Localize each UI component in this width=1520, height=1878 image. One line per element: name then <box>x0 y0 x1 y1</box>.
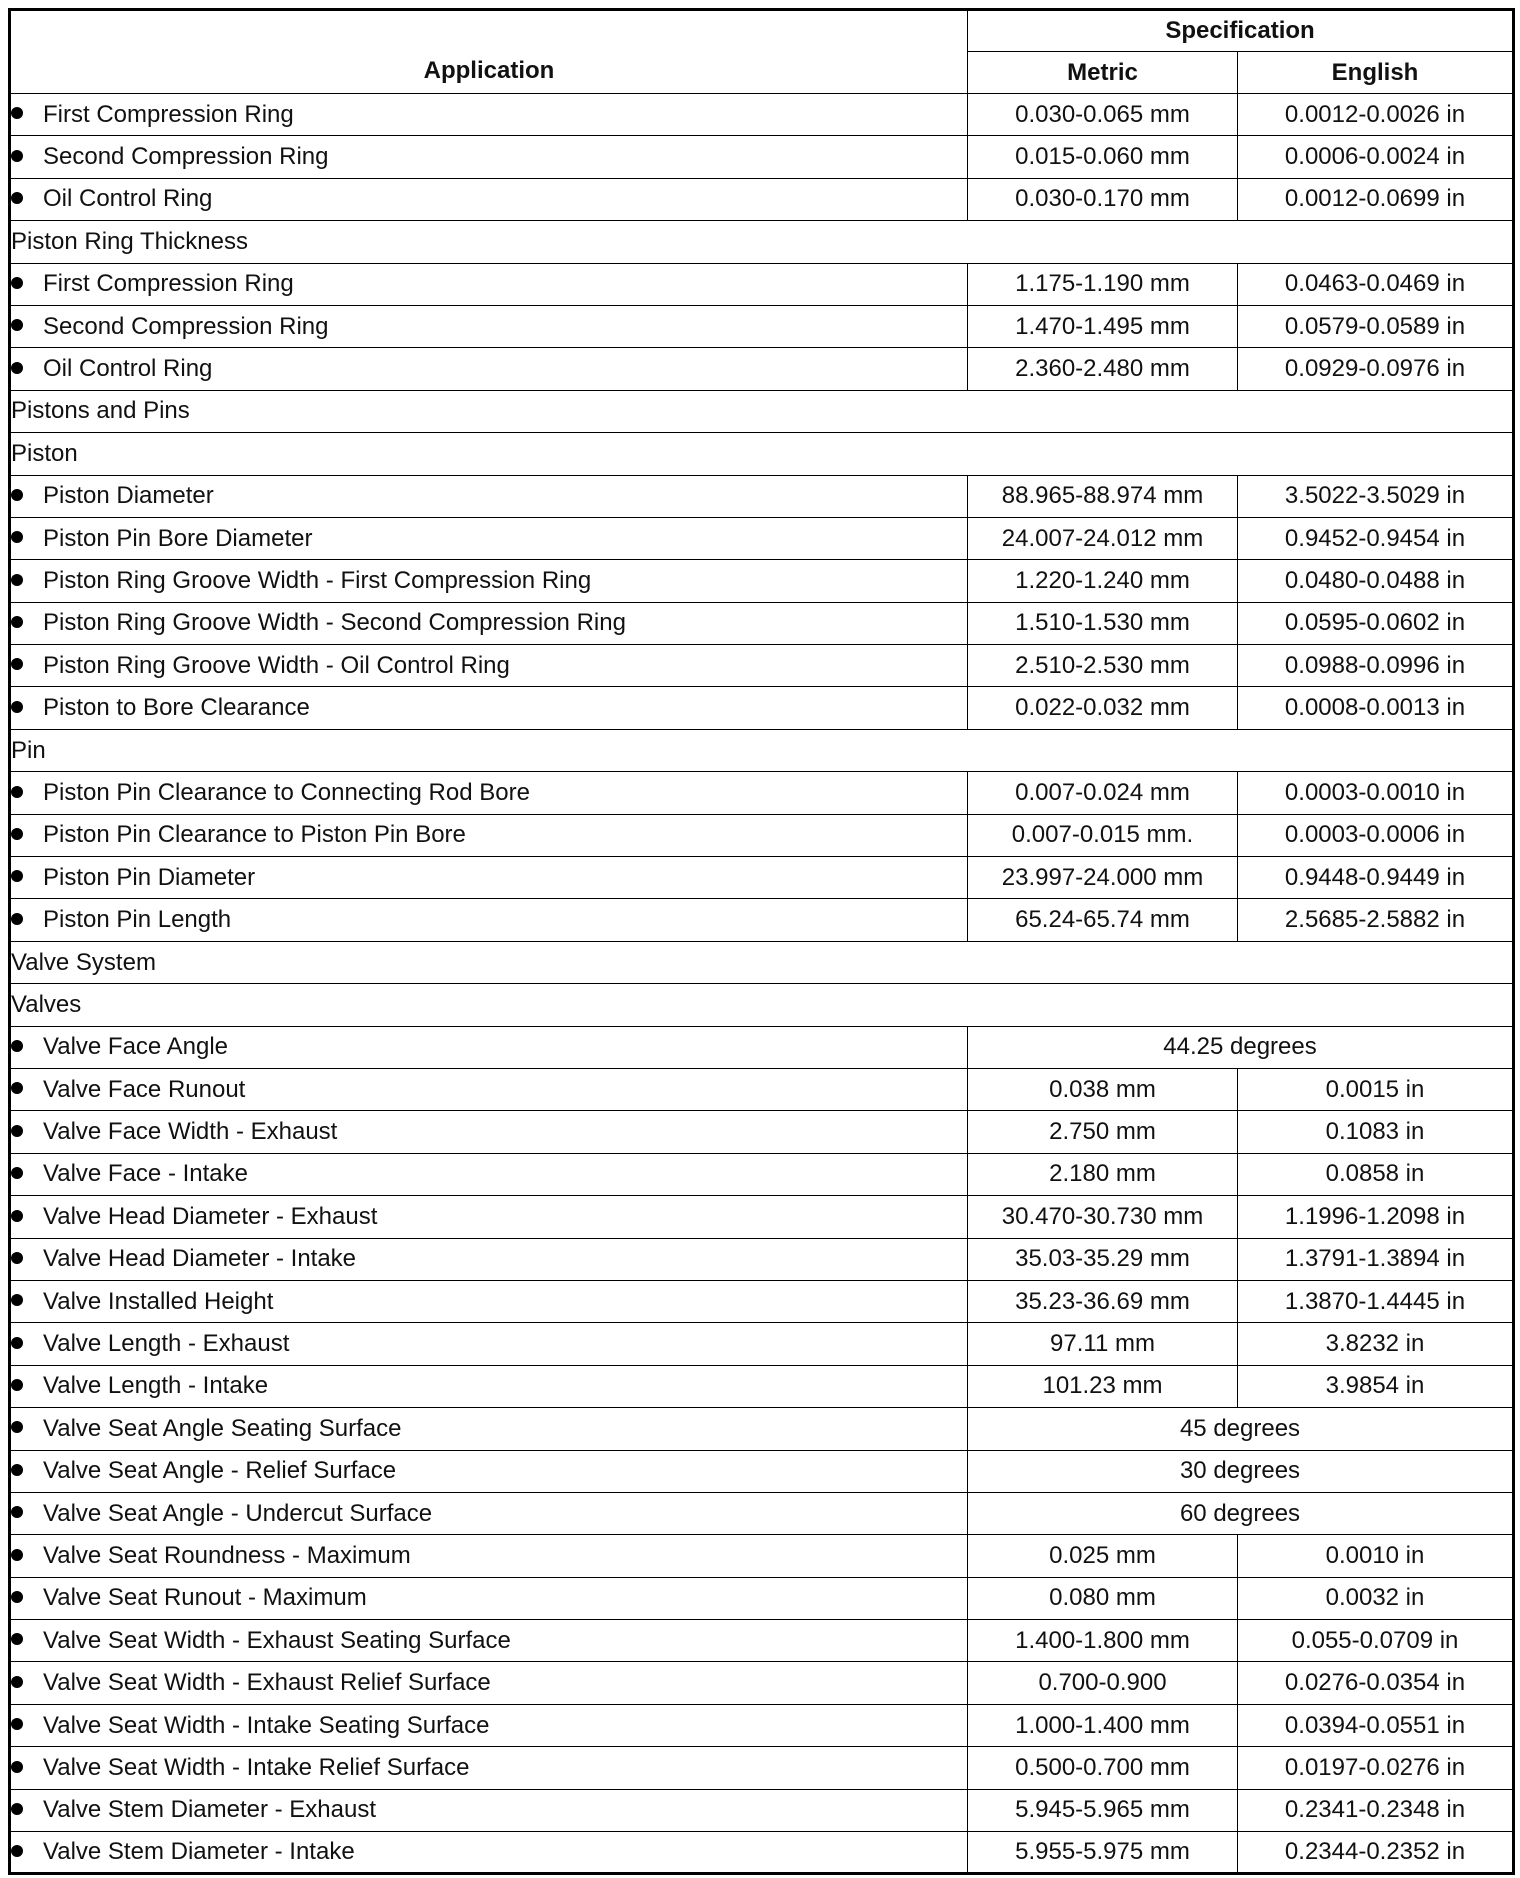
application-label: Piston Ring Groove Width - Second Compression Ring <box>43 609 626 637</box>
bullet-icon <box>11 107 23 119</box>
application-cell <box>10 1026 968 1068</box>
application-label: Valve Seat Width - Intake Relief Surface <box>43 1753 470 1781</box>
english-value-cell: 0.0006-0.0024 in <box>1238 136 1514 178</box>
metric-value-cell: 0.007-0.024 mm <box>968 772 1238 814</box>
section-row <box>10 729 1514 771</box>
application-label: Valve Face Runout <box>43 1075 246 1103</box>
bullet-icon <box>11 150 23 162</box>
application-cell <box>10 1111 968 1153</box>
english-value-cell: 3.8232 in <box>1238 1323 1514 1365</box>
application-label: First Compression Ring <box>43 270 294 298</box>
specification-body <box>10 94 1514 1874</box>
bullet-icon <box>11 574 23 586</box>
application-cell <box>10 1323 968 1365</box>
metric-value-cell: 0.022-0.032 mm <box>968 687 1238 729</box>
english-value-cell: 0.0003-0.0006 in <box>1238 814 1514 856</box>
section-heading: Pistons and Pins <box>10 390 1514 432</box>
bullet-icon <box>11 1761 23 1773</box>
table-row <box>10 1662 1514 1704</box>
section-heading: Valve System <box>10 941 1514 983</box>
application-label: Piston Ring Groove Width - Oil Control Ring <box>43 651 510 679</box>
bullet-icon <box>11 828 23 840</box>
application-cell <box>10 560 968 602</box>
application-label: Valve Head Diameter - Exhaust <box>43 1202 378 1230</box>
application-label: First Compression Ring <box>43 100 294 128</box>
bullet-icon <box>11 658 23 670</box>
table-row <box>10 687 1514 729</box>
application-cell <box>10 517 968 559</box>
english-value-cell: 1.3870-1.4445 in <box>1238 1280 1514 1322</box>
bullet-icon <box>11 277 23 289</box>
metric-value-cell: 23.997-24.000 mm <box>968 857 1238 899</box>
metric-value-cell: 0.007-0.015 mm. <box>968 814 1238 856</box>
application-cell <box>10 1238 968 1280</box>
application-label: Valve Seat Runout - Maximum <box>43 1584 367 1612</box>
application-cell <box>10 602 968 644</box>
section-heading: Piston <box>10 433 1514 475</box>
application-cell <box>10 1196 968 1238</box>
table-row <box>10 1450 1514 1492</box>
table-row <box>10 1238 1514 1280</box>
application-label: Valve Seat Angle Seating Surface <box>43 1414 402 1442</box>
header-specification: Specification <box>968 10 1514 52</box>
application-cell <box>10 645 968 687</box>
bullet-icon <box>11 913 23 925</box>
metric-value-cell: 0.038 mm <box>968 1068 1238 1110</box>
application-cell <box>10 1068 968 1110</box>
english-value-cell: 0.0988-0.0996 in <box>1238 645 1514 687</box>
english-value-cell: 0.9448-0.9449 in <box>1238 857 1514 899</box>
application-label: Piston Pin Clearance to Connecting Rod Bore <box>43 778 530 806</box>
bullet-icon <box>11 1379 23 1391</box>
bullet-icon <box>11 1718 23 1730</box>
bullet-icon <box>11 362 23 374</box>
application-label: Valve Face - Intake <box>43 1160 248 1188</box>
table-row <box>10 1323 1514 1365</box>
application-label: Valve Length - Exhaust <box>43 1330 290 1358</box>
bullet-icon <box>11 616 23 628</box>
bullet-icon <box>11 192 23 204</box>
application-cell <box>10 1577 968 1619</box>
table-row <box>10 1153 1514 1195</box>
english-value-cell: 0.0858 in <box>1238 1153 1514 1195</box>
table-row <box>10 305 1514 347</box>
header-english: English <box>1238 52 1514 94</box>
table-row <box>10 1068 1514 1110</box>
bullet-icon <box>11 319 23 331</box>
bullet-icon <box>11 1294 23 1306</box>
metric-value-cell: 1.220-1.240 mm <box>968 560 1238 602</box>
metric-value-cell: 5.945-5.965 mm <box>968 1789 1238 1831</box>
application-label: Valve Seat Width - Exhaust Relief Surface <box>43 1669 491 1697</box>
metric-value-cell: 1.175-1.190 mm <box>968 263 1238 305</box>
application-label: Second Compression Ring <box>43 312 329 340</box>
metric-value-cell: 30.470-30.730 mm <box>968 1196 1238 1238</box>
application-label: Oil Control Ring <box>43 355 213 383</box>
metric-value-cell: 0.015-0.060 mm <box>968 136 1238 178</box>
bullet-icon <box>11 1464 23 1476</box>
application-cell <box>10 263 968 305</box>
metric-value-cell: 2.180 mm <box>968 1153 1238 1195</box>
section-row <box>10 984 1514 1026</box>
application-label: Valve Stem Diameter - Exhaust <box>43 1796 377 1824</box>
english-value-cell: 0.0276-0.0354 in <box>1238 1662 1514 1704</box>
english-value-cell: 1.3791-1.3894 in <box>1238 1238 1514 1280</box>
spec-value-cell: 44.25 degrees <box>968 1026 1514 1068</box>
table-row <box>10 517 1514 559</box>
metric-value-cell: 1.510-1.530 mm <box>968 602 1238 644</box>
table-row <box>10 645 1514 687</box>
section-heading: Piston Ring Thickness <box>10 221 1514 263</box>
bullet-icon <box>11 1040 23 1052</box>
spec-page <box>8 8 1515 1875</box>
table-row <box>10 1832 1514 1874</box>
bullet-icon <box>11 1082 23 1094</box>
english-value-cell: 2.5685-2.5882 in <box>1238 899 1514 941</box>
metric-value-cell: 97.11 mm <box>968 1323 1238 1365</box>
table-row <box>10 899 1514 941</box>
application-label: Piston Pin Length <box>43 906 232 934</box>
application-label: Piston to Bore Clearance <box>43 694 310 722</box>
english-value-cell: 3.5022-3.5029 in <box>1238 475 1514 517</box>
bullet-icon <box>11 1125 23 1137</box>
english-value-cell: 0.0480-0.0488 in <box>1238 560 1514 602</box>
application-label: Valve Installed Height <box>43 1287 274 1315</box>
english-value-cell: 0.1083 in <box>1238 1111 1514 1153</box>
table-row <box>10 1577 1514 1619</box>
application-cell <box>10 1280 968 1322</box>
section-row <box>10 221 1514 263</box>
header-application: Application <box>10 10 968 94</box>
table-row <box>10 1620 1514 1662</box>
bullet-icon <box>11 1803 23 1815</box>
metric-value-cell: 2.750 mm <box>968 1111 1238 1153</box>
table-row <box>10 1365 1514 1407</box>
application-cell <box>10 348 968 390</box>
application-label: Piston Pin Bore Diameter <box>43 524 313 552</box>
section-heading: Valves <box>10 984 1514 1026</box>
application-cell <box>10 1662 968 1704</box>
section-row <box>10 433 1514 475</box>
application-cell <box>10 1492 968 1534</box>
english-value-cell: 0.0463-0.0469 in <box>1238 263 1514 305</box>
metric-value-cell: 65.24-65.74 mm <box>968 899 1238 941</box>
application-label: Oil Control Ring <box>43 185 213 213</box>
application-cell <box>10 1704 968 1746</box>
table-row <box>10 1789 1514 1831</box>
spec-value-cell: 45 degrees <box>968 1408 1514 1450</box>
english-value-cell: 0.9452-0.9454 in <box>1238 517 1514 559</box>
application-label: Valve Face Angle <box>43 1033 229 1061</box>
metric-value-cell: 35.23-36.69 mm <box>968 1280 1238 1322</box>
metric-value-cell: 1.000-1.400 mm <box>968 1704 1238 1746</box>
application-label: Valve Length - Intake <box>43 1372 269 1400</box>
metric-value-cell: 0.500-0.700 mm <box>968 1747 1238 1789</box>
spec-value-cell: 30 degrees <box>968 1450 1514 1492</box>
application-label: Valve Stem Diameter - Intake <box>43 1838 355 1866</box>
bullet-icon <box>11 1421 23 1433</box>
application-cell <box>10 1535 968 1577</box>
bullet-icon <box>11 1252 23 1264</box>
bullet-icon <box>11 1676 23 1688</box>
english-value-cell: 0.0197-0.0276 in <box>1238 1747 1514 1789</box>
application-label: Piston Pin Diameter <box>43 863 256 891</box>
metric-value-cell: 101.23 mm <box>968 1365 1238 1407</box>
bullet-icon <box>11 1210 23 1222</box>
table-row <box>10 1747 1514 1789</box>
application-cell <box>10 1789 968 1831</box>
table-row <box>10 814 1514 856</box>
bullet-icon <box>11 1845 23 1857</box>
table-row <box>10 602 1514 644</box>
application-label: Piston Diameter <box>43 482 214 510</box>
application-cell <box>10 1365 968 1407</box>
metric-value-cell: 88.965-88.974 mm <box>968 475 1238 517</box>
application-cell <box>10 1747 968 1789</box>
bullet-icon <box>11 1633 23 1645</box>
application-label: Valve Seat Width - Exhaust Seating Surface <box>43 1626 511 1654</box>
table-row <box>10 348 1514 390</box>
english-value-cell: 3.9854 in <box>1238 1365 1514 1407</box>
metric-value-cell: 1.470-1.495 mm <box>968 305 1238 347</box>
metric-value-cell: 35.03-35.29 mm <box>968 1238 1238 1280</box>
table-row <box>10 475 1514 517</box>
bullet-icon <box>11 489 23 501</box>
english-value-cell: 0.0003-0.0010 in <box>1238 772 1514 814</box>
table-row <box>10 1111 1514 1153</box>
application-label: Valve Seat Angle - Undercut Surface <box>43 1499 433 1527</box>
metric-value-cell: 1.400-1.800 mm <box>968 1620 1238 1662</box>
english-value-cell: 0.0394-0.0551 in <box>1238 1704 1514 1746</box>
application-label: Valve Head Diameter - Intake <box>43 1245 357 1273</box>
application-cell <box>10 1450 968 1492</box>
application-cell <box>10 136 968 178</box>
table-row <box>10 94 1514 136</box>
bullet-icon <box>11 870 23 882</box>
application-cell <box>10 1832 968 1874</box>
metric-value-cell: 0.080 mm <box>968 1577 1238 1619</box>
metric-value-cell: 0.025 mm <box>968 1535 1238 1577</box>
application-label: Valve Seat Roundness - Maximum <box>43 1541 411 1569</box>
table-row <box>10 1026 1514 1068</box>
metric-value-cell: 24.007-24.012 mm <box>968 517 1238 559</box>
metric-value-cell: 0.700-0.900 <box>968 1662 1238 1704</box>
bullet-icon <box>11 1337 23 1349</box>
table-row <box>10 772 1514 814</box>
application-label: Piston Ring Groove Width - First Compression Ring <box>43 566 592 594</box>
header-metric: Metric <box>968 52 1238 94</box>
metric-value-cell: 2.510-2.530 mm <box>968 645 1238 687</box>
spec-value-cell: 60 degrees <box>968 1492 1514 1534</box>
table-row <box>10 263 1514 305</box>
bullet-icon <box>11 701 23 713</box>
metric-value-cell: 5.955-5.975 mm <box>968 1832 1238 1874</box>
application-cell <box>10 857 968 899</box>
table-row <box>10 1535 1514 1577</box>
table-row <box>10 560 1514 602</box>
application-label: Piston Pin Clearance to Piston Pin Bore <box>43 821 466 849</box>
application-cell <box>10 1620 968 1662</box>
specification-table <box>8 8 1515 1875</box>
application-cell <box>10 899 968 941</box>
application-cell <box>10 94 968 136</box>
table-row <box>10 178 1514 220</box>
application-cell <box>10 1408 968 1450</box>
application-cell <box>10 475 968 517</box>
english-value-cell: 0.2341-0.2348 in <box>1238 1789 1514 1831</box>
table-row <box>10 1492 1514 1534</box>
english-value-cell: 0.055-0.0709 in <box>1238 1620 1514 1662</box>
application-label: Valve Face Width - Exhaust <box>43 1118 338 1146</box>
english-value-cell: 0.0579-0.0589 in <box>1238 305 1514 347</box>
metric-value-cell: 0.030-0.170 mm <box>968 178 1238 220</box>
bullet-icon <box>11 1506 23 1518</box>
table-row <box>10 1196 1514 1238</box>
application-label: Valve Seat Width - Intake Seating Surface <box>43 1711 490 1739</box>
bullet-icon <box>11 786 23 798</box>
english-value-cell: 0.0012-0.0026 in <box>1238 94 1514 136</box>
bullet-icon <box>11 1549 23 1561</box>
english-value-cell: 0.0010 in <box>1238 1535 1514 1577</box>
application-cell <box>10 772 968 814</box>
metric-value-cell: 0.030-0.065 mm <box>968 94 1238 136</box>
bullet-icon <box>11 1167 23 1179</box>
section-heading: Pin <box>10 729 1514 771</box>
application-cell <box>10 814 968 856</box>
application-cell <box>10 687 968 729</box>
english-value-cell: 0.2344-0.2352 in <box>1238 1832 1514 1874</box>
section-row <box>10 390 1514 432</box>
english-value-cell: 0.0032 in <box>1238 1577 1514 1619</box>
table-row <box>10 1280 1514 1322</box>
english-value-cell: 0.0008-0.0013 in <box>1238 687 1514 729</box>
application-label: Valve Seat Angle - Relief Surface <box>43 1457 397 1485</box>
table-row <box>10 1408 1514 1450</box>
metric-value-cell: 2.360-2.480 mm <box>968 348 1238 390</box>
section-row <box>10 941 1514 983</box>
english-value-cell: 0.0015 in <box>1238 1068 1514 1110</box>
bullet-icon <box>11 1591 23 1603</box>
english-value-cell: 0.0929-0.0976 in <box>1238 348 1514 390</box>
application-cell <box>10 178 968 220</box>
table-row <box>10 1704 1514 1746</box>
application-cell <box>10 305 968 347</box>
application-label: Second Compression Ring <box>43 143 329 171</box>
english-value-cell: 1.1996-1.2098 in <box>1238 1196 1514 1238</box>
table-row <box>10 857 1514 899</box>
application-cell <box>10 1153 968 1195</box>
english-value-cell: 0.0595-0.0602 in <box>1238 602 1514 644</box>
english-value-cell: 0.0012-0.0699 in <box>1238 178 1514 220</box>
table-row <box>10 136 1514 178</box>
bullet-icon <box>11 531 23 543</box>
